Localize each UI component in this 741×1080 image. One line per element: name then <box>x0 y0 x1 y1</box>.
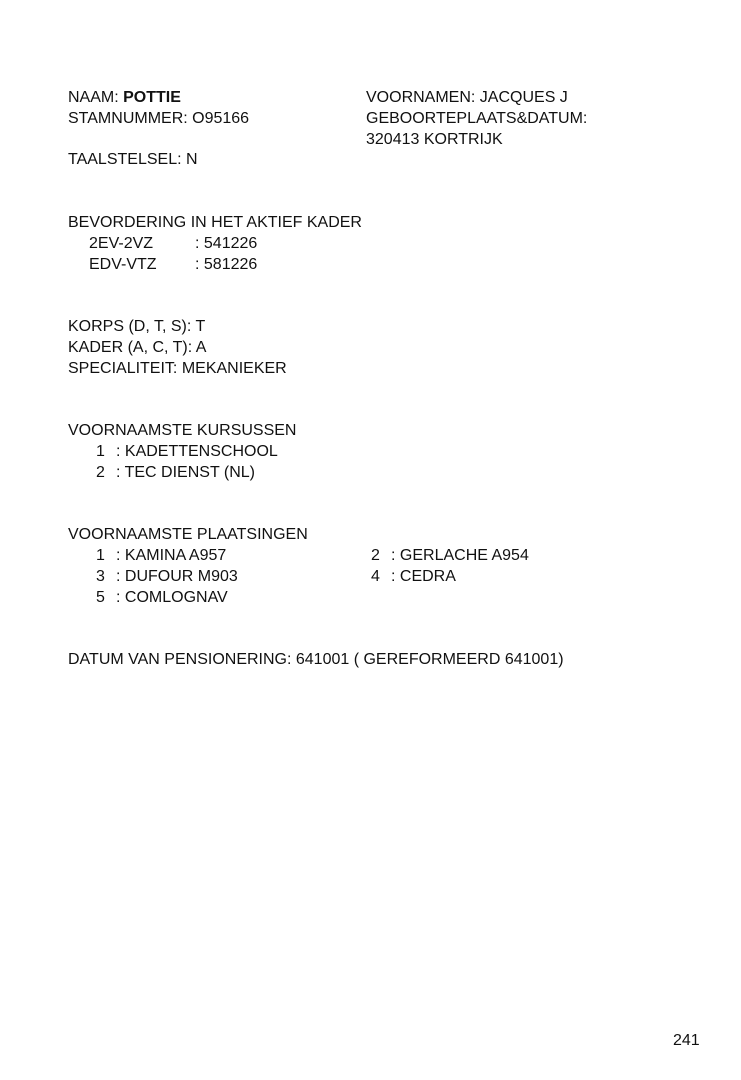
plaatsingen-title: VOORNAAMSTE PLAATSINGEN <box>68 526 308 543</box>
plaatsing-text: : CEDRA <box>391 568 456 585</box>
kursussen-title: VOORNAAMSTE KURSUSSEN <box>68 422 297 439</box>
naam-value: POTTIE <box>123 89 181 106</box>
plaatsing-text: : DUFOUR M903 <box>116 568 238 585</box>
naam-line <box>68 87 181 108</box>
bevordering-date: : 581226 <box>195 256 258 273</box>
geboorte-value: 320413 KORTRIJK <box>366 131 503 148</box>
korps: KORPS (D, T, S): T <box>68 318 206 335</box>
kursus-item <box>96 462 255 483</box>
kursus-num: 1 <box>96 443 105 460</box>
bevordering-row <box>89 233 257 254</box>
plaatsing-item <box>96 545 226 566</box>
plaatsing-num: 1 <box>96 547 105 564</box>
plaatsing-item <box>371 566 456 587</box>
plaatsing-text: : KAMINA A957 <box>116 547 227 564</box>
kader: KADER (A, C, T): A <box>68 339 207 356</box>
page-number: 241 <box>673 1032 700 1049</box>
bevordering-row <box>89 254 257 275</box>
geboorte-label: GEBOORTEPLAATS&DATUM: <box>366 110 588 127</box>
plaatsing-num: 3 <box>96 568 105 585</box>
plaatsing-num: 2 <box>371 547 380 564</box>
kursus-text: : TEC DIENST (NL) <box>116 464 255 481</box>
bevordering-code: 2EV-2VZ <box>89 235 154 252</box>
plaatsing-text: : COMLOGNAV <box>116 589 228 606</box>
stamnummer: STAMNUMMER: O95166 <box>68 110 250 127</box>
specialiteit: SPECIALITEIT: MEKANIEKER <box>68 360 287 377</box>
pensionering: DATUM VAN PENSIONERING: 641001 ( GEREFORMEERD 641001) <box>68 651 564 668</box>
bevordering-title: BEVORDERING IN HET AKTIEF KADER <box>68 214 362 231</box>
kursus-text: : KADETTENSCHOOL <box>116 443 278 460</box>
voornamen: VOORNAMEN: JACQUES J <box>366 89 568 106</box>
plaatsing-text: : GERLACHE A954 <box>391 547 529 564</box>
kursus-num: 2 <box>96 464 105 481</box>
taalstelsel: TAALSTELSEL: N <box>68 151 198 168</box>
kursus-item <box>96 441 278 462</box>
bevordering-code: EDV-VTZ <box>89 256 157 273</box>
naam-label: NAAM: <box>68 89 119 106</box>
plaatsing-num: 4 <box>371 568 380 585</box>
bevordering-date: : 541226 <box>195 235 258 252</box>
plaatsing-item <box>371 545 529 566</box>
plaatsing-item <box>96 566 238 587</box>
plaatsing-num: 5 <box>96 589 105 606</box>
plaatsing-item <box>96 587 228 608</box>
